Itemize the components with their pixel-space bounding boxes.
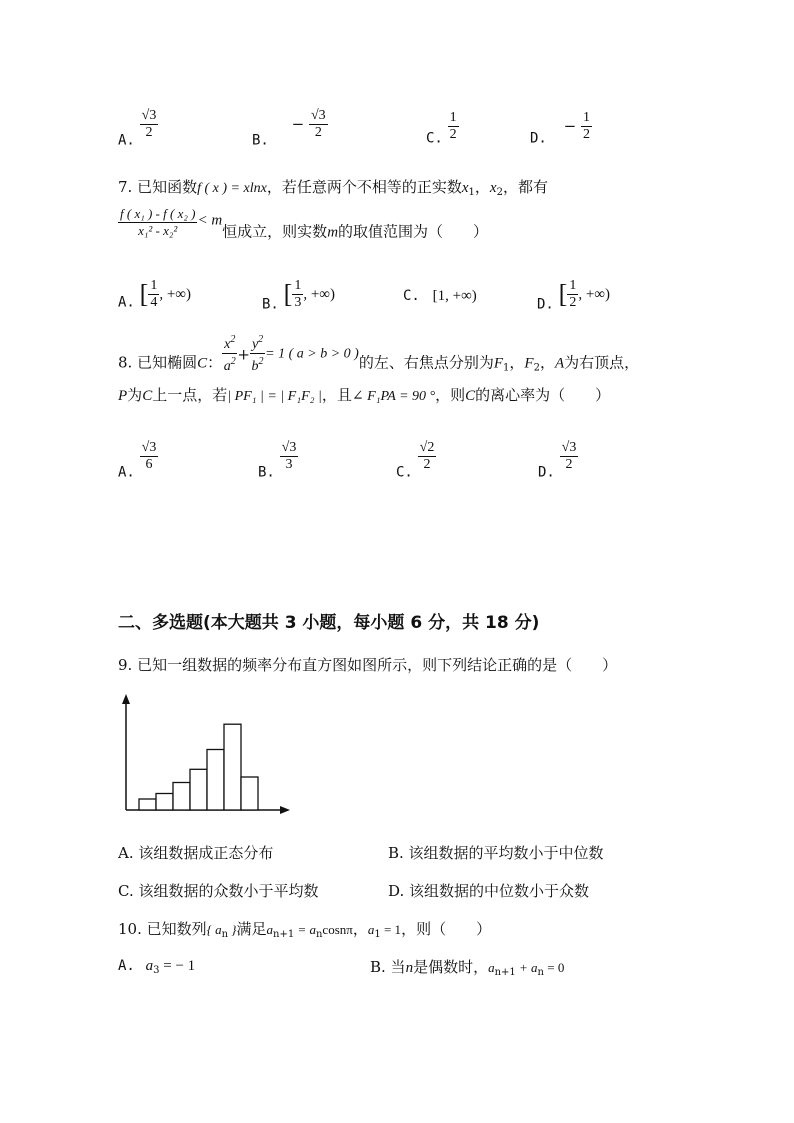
q9-option-b[interactable]: B. 该组数据的平均数小于中位数 bbox=[388, 844, 604, 862]
q7-stem: 7. 已知函数f ( x ) = xlnx，若任意两个不相等的正实数$x_1$，$x_2$，都有 bbox=[118, 178, 548, 198]
fraction: $\frac{1}{2}$ bbox=[583, 110, 590, 142]
q10-option-a[interactable]: A. $a_3$ = − 1 bbox=[118, 958, 196, 976]
section-heading: 二、多选题(本大题共 3 小题，每小题 6 分，共 18 分) bbox=[118, 613, 540, 633]
q6-option-a[interactable] bbox=[118, 108, 158, 149]
q8-option-b[interactable] bbox=[258, 440, 298, 481]
option-label: A. bbox=[118, 958, 135, 974]
histogram-bar bbox=[173, 783, 190, 811]
option-label: D. bbox=[530, 130, 547, 147]
q9-option-a[interactable]: A. 该组数据成正态分布 bbox=[118, 844, 274, 862]
fraction: $\frac{√3}{3}$ bbox=[281, 440, 297, 472]
fraction: $\frac{√2}{2}$ bbox=[419, 440, 435, 472]
q6-option-b[interactable] bbox=[252, 108, 328, 149]
fraction: $\frac{1}{2}$ bbox=[569, 278, 577, 310]
option-label: C. bbox=[396, 464, 413, 481]
q7-option-c[interactable]: C. [1, +∞) bbox=[403, 288, 477, 304]
q8-option-a[interactable] bbox=[118, 440, 158, 481]
option-label: A. bbox=[118, 132, 135, 149]
q6-option-d[interactable] bbox=[530, 110, 592, 147]
q7-option-a[interactable]: A. [ $\frac{1}{4}$ , +∞) bbox=[118, 278, 191, 311]
minus-sign: − bbox=[563, 116, 577, 135]
fraction: $\frac{√3}{2}$ bbox=[311, 108, 326, 140]
q9-option-d[interactable]: D. 该组数据的中位数小于众数 bbox=[388, 882, 590, 900]
ellipse-equation-tail: = 1 ( a > b > 0 ) bbox=[265, 346, 359, 362]
option-label: A. bbox=[118, 294, 135, 311]
minus-sign: − bbox=[291, 114, 305, 133]
histogram-bar bbox=[224, 724, 241, 810]
histogram-bar bbox=[207, 750, 224, 811]
fraction: $\frac{√3}{2}$ bbox=[561, 440, 577, 472]
histogram bbox=[112, 692, 294, 816]
x-axis-arrow bbox=[280, 806, 290, 814]
q6-option-c[interactable] bbox=[426, 110, 459, 147]
q8-stem-line2: P为C上一点，若| PF₁ | = | F₁F₂ |，且∠ F₁PA = 90 °，则C的离心率为（ ） bbox=[118, 386, 611, 404]
q10-stem: 10. 已知数列{ $a_n$ }满足$a_{n+1} = a_n\cos n\pi$，$a_1 = 1$，则（ ） bbox=[118, 920, 492, 940]
histogram-bar bbox=[241, 777, 258, 810]
q8-stem-line1: 8. 已知椭圆C： $\frac{x^2}{a^2}$ + $\frac{y^2}{b^2}$ = 1 ( a > b > 0 )的左、右焦点分别为$F_1$，$F_2$，A为右顶点， bbox=[118, 334, 640, 374]
histogram-bar bbox=[156, 794, 173, 811]
option-label: D. bbox=[538, 464, 555, 481]
option-label: C. bbox=[426, 130, 443, 147]
option-label: D. bbox=[537, 296, 554, 313]
q9-stem: 9. 已知一组数据的频率分布直方图如图所示，则下列结论正确的是（ ） bbox=[118, 656, 618, 674]
q7-option-d[interactable]: D. [ $\frac{1}{2}$ , +∞) bbox=[537, 278, 610, 313]
fraction: $\frac{√3}{6}$ bbox=[141, 440, 157, 472]
q10-option-b[interactable]: B. 当n是偶数时，$a_{n+1} + a_n = 0$ bbox=[370, 958, 565, 978]
y-axis-arrow bbox=[122, 694, 130, 704]
q8-option-d[interactable] bbox=[538, 440, 578, 481]
ellipse-y-term: $\frac{y^2}{b^2}$ bbox=[251, 334, 264, 374]
q9-option-c[interactable]: C. 该组数据的众数小于平均数 bbox=[118, 882, 319, 900]
fraction: $\frac{1}{4}$ bbox=[150, 278, 158, 310]
q8-option-c[interactable] bbox=[396, 440, 436, 481]
option-label: B. bbox=[262, 296, 279, 313]
option-label: A. bbox=[118, 464, 135, 481]
fraction: $\frac{√3}{2}$ bbox=[141, 108, 157, 140]
histogram-bar bbox=[190, 769, 207, 810]
option-label: B. bbox=[252, 132, 269, 149]
option-label: B. bbox=[258, 464, 275, 481]
function-formula: f ( x ) = xlnx bbox=[197, 181, 267, 196]
ellipse-x-term: $\frac{x^2}{a^2}$ bbox=[223, 334, 236, 374]
histogram-bar bbox=[139, 799, 156, 810]
option-label: C. bbox=[403, 288, 420, 304]
fraction: $\frac{1}{2}$ bbox=[449, 110, 457, 142]
q7-condition: $\frac{\text{f ( x₁ ) - f ( x₂ )}}{\text{x₁² - x₂²}}$ < m恒成立，则实数m的取值范围为（ ） bbox=[120, 206, 489, 241]
difference-quotient: $\frac{\text{f ( x₁ ) - f ( x₂ )}}{\text{x₁² - x₂²}}$ bbox=[120, 206, 196, 238]
q7-option-b[interactable]: B. [ $\frac{1}{3}$ , +∞) bbox=[262, 278, 335, 313]
fraction: $\frac{1}{3}$ bbox=[294, 278, 302, 310]
